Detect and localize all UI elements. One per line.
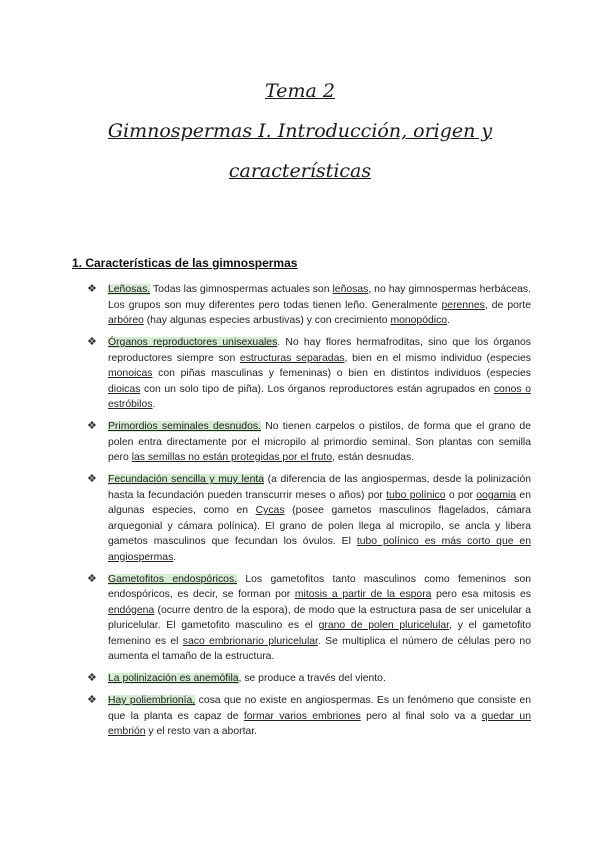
underlined-term: dioicas xyxy=(108,383,141,395)
body-text: en algunas especies, como en xyxy=(108,489,531,516)
underlined-term: saco embrionario pluricelular xyxy=(182,635,318,647)
list-item xyxy=(87,282,531,329)
body-text: con piñas masculinas y femeninas) o bien en distintos individuos (especies xyxy=(152,368,531,379)
diamond-star-bullet-icon: ❖ xyxy=(87,694,97,706)
body-text: , de porte xyxy=(484,299,532,311)
section-heading: 1. Características de las gimnospermas xyxy=(72,256,298,270)
underlined-term: perennes xyxy=(441,299,485,311)
document-title: Tema 2 xyxy=(265,80,335,102)
body-text: , no hay gimnospermas herbáceas. Los grupos son muy diferentes pero todas tienen leño. Generalmente xyxy=(108,284,531,311)
highlighted-term: Órganos reproductores unisexuales xyxy=(108,337,278,348)
document-subtitle-line-2: características xyxy=(228,160,372,182)
diamond-star-bullet-icon: ❖ xyxy=(87,336,97,348)
body-text: y el resto van a abortar. xyxy=(145,726,258,737)
body-text: . xyxy=(447,315,450,326)
body-text: . xyxy=(152,399,156,410)
underlined-term: arbóreo xyxy=(108,315,144,326)
list-item xyxy=(87,335,531,413)
body-text: con un solo tipo de piña). Los órganos reproductores están agrupados en xyxy=(140,383,494,395)
highlighted-term: Fecundación sencilla y muy lenta xyxy=(108,474,265,485)
body-text: pero esa mitosis es xyxy=(431,589,531,600)
underlined-term: endógena xyxy=(108,604,155,616)
diamond-star-bullet-icon: ❖ xyxy=(87,283,97,295)
body-text: (posee gametos masculinos flagelados, cámara arquegonial y cámara polínica). El grano de polen llega al micropilo, se ancla y libera gametos masculinos que fecundan los óvulos. El xyxy=(108,505,532,547)
list-item xyxy=(87,472,531,565)
underlined-term: estructuras separadas xyxy=(239,352,345,364)
underlined-term: formar varios embriones xyxy=(243,710,361,722)
characteristics-list xyxy=(87,282,531,746)
body-text: . xyxy=(173,551,177,563)
diamond-star-bullet-icon: ❖ xyxy=(87,420,97,432)
list-item xyxy=(87,572,531,665)
highlighted-term: Hay poliembrionía, xyxy=(108,695,196,706)
body-text: Los gametofitos tanto masculinos como femeninos son endospóricos, es decir, se forman por xyxy=(108,573,531,600)
highlighted-term: Gametofitos endospóricos. xyxy=(108,573,238,585)
body-text: pero al final solo va a xyxy=(360,710,482,722)
body-text: No tienen carpelos o pistilos, de forma que el grano de polen entra directamente por el micropilo al primordio seminal. Son plantas con semilla pero xyxy=(108,421,531,463)
highlighted-term: La polinización es anemófila xyxy=(108,673,239,684)
body-text: (ocurre dentro de la espora), de modo que la estructura pasa de ser unicelular a pluricelular. El gametofito masculino es el xyxy=(108,604,531,631)
underlined-term: grano de polen pluricelular xyxy=(318,620,450,631)
body-text: , se produce a través del viento. xyxy=(238,673,386,684)
diamond-star-bullet-icon: ❖ xyxy=(87,672,97,684)
document-subtitle-line-1: Gimnospermas I. Introducción, origen y xyxy=(107,120,493,142)
underlined-term: tubo polínico xyxy=(386,489,446,501)
highlighted-term: Primordios seminales desnudos. xyxy=(108,421,261,432)
underlined-term: mitosis a partir de la espora xyxy=(294,589,432,600)
body-text: (a diferencia de las angiospermas, desde la polinización hasta la fecundación pueden transcurrir meses o años) por xyxy=(108,474,531,501)
diamond-star-bullet-icon: ❖ xyxy=(87,572,97,585)
list-item xyxy=(87,671,531,687)
body-text: , están desnudas. xyxy=(332,452,415,463)
diamond-star-bullet-icon: ❖ xyxy=(87,473,97,485)
body-text: . Se multiplica el número de células pero no aumenta el tamaño de la estructura. xyxy=(108,635,531,662)
underlined-term: tubo polínico es más corto que en angiospermas xyxy=(108,536,531,563)
body-text: . No hay flores hermafroditas, sino que los órganos reproductores siempre son xyxy=(108,337,531,364)
list-item xyxy=(87,419,531,466)
body-text: , y el gametofito femenino es el xyxy=(108,620,531,647)
body-text: (hay algunas especies arbustivas) y con crecimiento xyxy=(143,315,391,326)
underlined-term: leñosas xyxy=(332,284,369,295)
body-text: , bien en el mismo individuo (especies xyxy=(344,352,531,364)
list-item xyxy=(87,693,531,740)
underlined-term: oogamia xyxy=(476,489,517,501)
underlined-term: las semillas no están protegidas por el fruto xyxy=(131,452,333,463)
underlined-term: monoicas xyxy=(108,368,153,379)
body-text: cosa que no existe en angiospermas. Es un fenómeno que consiste en que la planta es capaz de xyxy=(108,695,531,722)
underlined-term: quedar un embrión xyxy=(108,710,531,737)
body-text: o por xyxy=(445,489,477,501)
underlined-term: monopódico xyxy=(390,315,448,326)
body-text: Todas las gimnospermas actuales son xyxy=(150,284,333,295)
underlined-term: conos o estróbilos xyxy=(108,383,531,410)
underlined-term: Cycas xyxy=(255,505,285,516)
highlighted-term: Leñosas. xyxy=(108,284,151,295)
